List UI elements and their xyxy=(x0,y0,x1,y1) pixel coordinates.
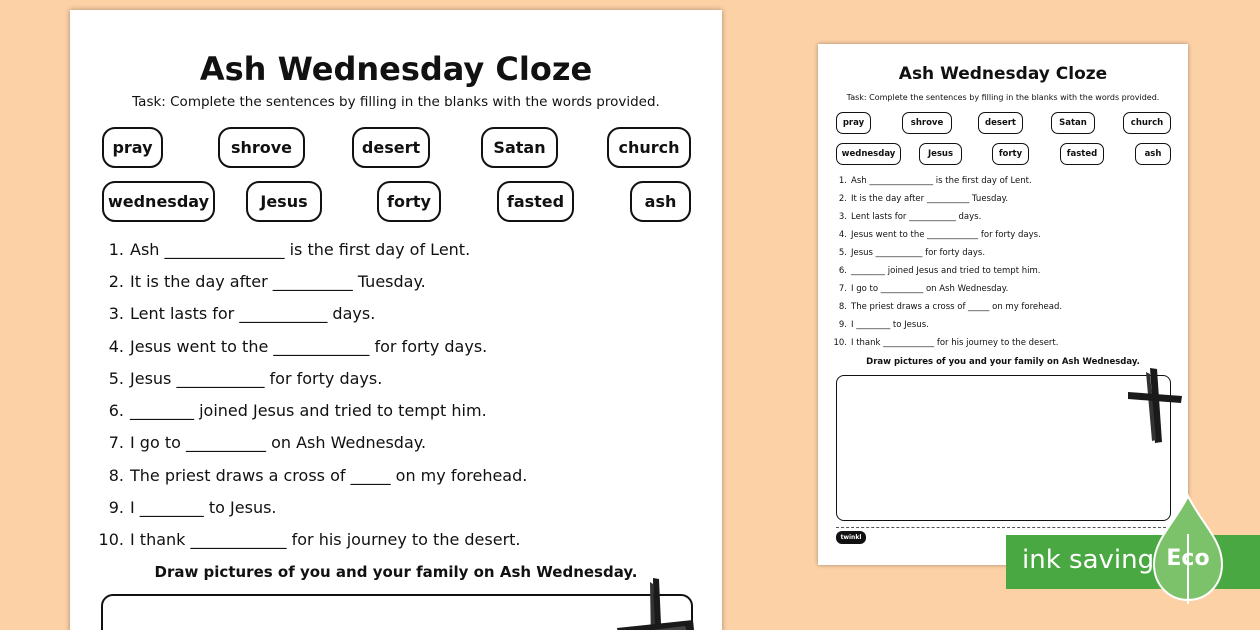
question-text: ________ joined Jesus and tried to tempt him. xyxy=(130,401,487,420)
twinkl-logo: twinkl xyxy=(836,531,866,544)
question-item xyxy=(108,401,487,420)
question-number: 5. xyxy=(108,369,124,388)
question-item xyxy=(98,530,521,549)
preview-word-item: ash xyxy=(1135,143,1171,165)
question-item xyxy=(108,304,376,323)
question-number: 1. xyxy=(108,240,124,259)
preview-question-number: 8. xyxy=(838,302,847,312)
preview-question-number: 2. xyxy=(838,194,847,204)
question-number: 8. xyxy=(108,466,124,485)
preview-drawing-box xyxy=(836,375,1171,521)
preview-question-text: I thank ____________ for his journey to the desert. xyxy=(851,338,1059,348)
question-text: The priest draws a cross of _____ on my forehead. xyxy=(130,466,528,485)
preview-word-item: forty xyxy=(992,143,1029,165)
ink-saving-label: ink saving xyxy=(1022,545,1155,575)
drawing-box xyxy=(101,594,693,630)
word-bank-item: fasted xyxy=(497,181,574,222)
preview-question xyxy=(838,176,1032,186)
preview-question-text: Lent lasts for ___________ days. xyxy=(851,212,982,222)
task-instructions: Task: Complete the sentences by filling in the blanks with the words provided. xyxy=(132,94,660,110)
question-text: Jesus ___________ for forty days. xyxy=(130,369,383,388)
preview-question xyxy=(838,284,1009,294)
ash-cross-icon xyxy=(615,576,695,630)
question-text: Jesus went to the ____________ for forty days. xyxy=(130,337,488,356)
preview-footer-line xyxy=(836,527,1171,528)
question-item xyxy=(108,337,488,356)
word-bank-item: forty xyxy=(377,181,441,222)
eco-label: Eco xyxy=(1166,546,1210,571)
question-number: 7. xyxy=(108,433,124,452)
question-number: 4. xyxy=(108,337,124,356)
question-item xyxy=(108,433,427,452)
question-item xyxy=(108,272,426,291)
word-bank-item: Jesus xyxy=(246,181,322,222)
preview-question-text: Ash _______________ is the first day of Lent. xyxy=(851,176,1032,186)
preview-title: Ash Wednesday Cloze xyxy=(898,64,1108,84)
preview-task: Task: Complete the sentences by filling in the blanks with the words provided. xyxy=(846,93,1160,102)
preview-word-item: shrove xyxy=(902,112,952,134)
preview-question-text: Jesus ___________ for forty days. xyxy=(851,248,986,258)
preview-question xyxy=(838,302,1063,312)
preview-question-text: Jesus went to the ____________ for forty days. xyxy=(851,230,1041,240)
question-text: It is the day after __________ Tuesday. xyxy=(130,272,426,291)
preview-question-text: The priest draws a cross of _____ on my forehead. xyxy=(851,302,1063,312)
question-text: Lent lasts for ___________ days. xyxy=(130,304,376,323)
question-number: 9. xyxy=(108,498,124,517)
word-bank-item: shrove xyxy=(218,127,305,168)
preview-question-number: 1. xyxy=(838,176,847,186)
preview-word-item: Satan xyxy=(1051,112,1095,134)
question-number: 3. xyxy=(108,304,124,323)
draw-heading: Draw pictures of you and your family on Ash Wednesday. xyxy=(154,563,638,581)
word-bank-item: pray xyxy=(102,127,163,168)
preview-question-text: ________ joined Jesus and tried to tempt him. xyxy=(851,266,1041,276)
preview-question-text: I ________ to Jesus. xyxy=(851,320,929,330)
worksheet-preview xyxy=(818,44,1188,565)
preview-word-item: wednesday xyxy=(836,143,901,165)
preview-ash-cross-icon xyxy=(1126,366,1184,444)
preview-word-item: fasted xyxy=(1060,143,1104,165)
question-text: I thank ____________ for his journey to the desert. xyxy=(130,530,521,549)
question-item xyxy=(108,498,277,517)
preview-word-item: desert xyxy=(978,112,1023,134)
preview-question-text: It is the day after __________ Tuesday. xyxy=(851,194,1009,204)
word-bank-item: desert xyxy=(352,127,430,168)
worksheet-page xyxy=(70,10,722,630)
question-item xyxy=(108,466,528,485)
word-bank-item: wednesday xyxy=(102,181,215,222)
eco-badge xyxy=(1152,494,1224,606)
question-item xyxy=(108,369,383,388)
preview-question-number: 9. xyxy=(838,320,847,330)
question-text: I go to __________ on Ash Wednesday. xyxy=(130,433,427,452)
worksheet-title: Ash Wednesday Cloze xyxy=(199,50,593,88)
preview-question-number: 10. xyxy=(833,338,847,348)
preview-word-item: church xyxy=(1123,112,1171,134)
preview-question xyxy=(838,248,986,258)
preview-question xyxy=(833,338,1059,348)
question-text: I ________ to Jesus. xyxy=(130,498,277,517)
question-text: Ash _______________ is the first day of Lent. xyxy=(130,240,471,259)
preview-question-number: 7. xyxy=(838,284,847,294)
preview-question xyxy=(838,320,929,330)
preview-question-number: 6. xyxy=(838,266,847,276)
preview-question-number: 5. xyxy=(838,248,847,258)
word-bank-item: Satan xyxy=(481,127,558,168)
preview-question-text: I go to __________ on Ash Wednesday. xyxy=(851,284,1009,294)
preview-question-number: 4. xyxy=(838,230,847,240)
preview-question xyxy=(838,212,982,222)
preview-question xyxy=(838,266,1041,276)
question-number: 10. xyxy=(98,530,124,549)
question-number: 6. xyxy=(108,401,124,420)
preview-draw-heading: Draw pictures of you and your family on Ash Wednesday. xyxy=(866,357,1140,367)
word-bank-item: ash xyxy=(630,181,691,222)
question-item xyxy=(108,240,471,259)
question-number: 2. xyxy=(108,272,124,291)
preview-question xyxy=(838,194,1009,204)
preview-word-item: pray xyxy=(836,112,871,134)
preview-word-item: Jesus xyxy=(919,143,962,165)
preview-question-number: 3. xyxy=(838,212,847,222)
word-bank-item: church xyxy=(607,127,691,168)
preview-question xyxy=(838,230,1041,240)
